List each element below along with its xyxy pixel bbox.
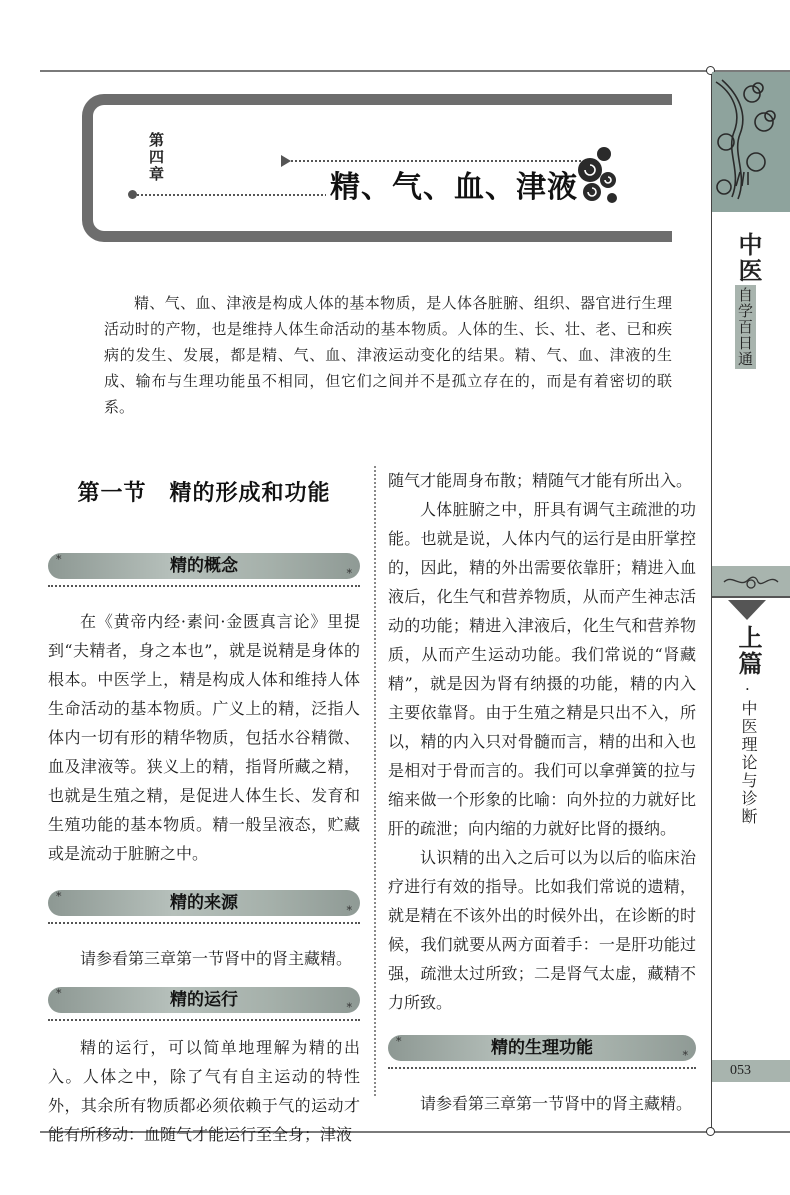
cloud-swirl-icon <box>572 140 620 210</box>
subsection-header <box>48 987 360 1021</box>
paragraph: 认识精的出入之后可以为以后的临床治疗进行有效的指导。比如我们常说的遗精，就是精在不该外出的时候外出，在诊断的时候，我们就要从两方面着手：一是肝功能过强，疏泄太过所致；二是肾气太虚，藏精不力所致。 <box>388 848 696 1012</box>
side-rule <box>711 70 712 1132</box>
top-rule <box>40 70 790 72</box>
subsection-heading: 精的运行 <box>170 990 238 1010</box>
paragraph: 人体脏腑之中，肝具有调气主疏泄的功能。也就是说，人体内气的运行是由肝掌控的，因此，精的外出需要依靠肝；精进入血液后，化生气和营养物质，从而产生神志活动的功能；精进入津液后，化生气和营养物质，从而产生运动功能。我们常说的“肾藏精”，就是因为肾有纳摄的功能，精的内入主要依靠肾。由于生殖之精是只出不入，所以，精的内入只对骨髓而言，精的出和入也是相对于骨而言的。我们可以拿弹簧的拉与缩来做一个形象的比喻：向外拉的力就好比肝的疏泄；向内缩的力就好比肾的摄纳。 <box>388 500 696 838</box>
star-icon: * <box>56 987 62 1000</box>
dragon-cloud-ornament <box>712 72 790 212</box>
star-icon: * <box>682 1049 688 1062</box>
star-icon: * <box>346 567 352 580</box>
left-column <box>48 470 360 1149</box>
paragraph: 精的运行，可以简单地理解为精的出入。人体之中，除了气有自主运动的特性外，其余所有物质都必须依赖于气的运动才能有所移动：血随气才能运行至全身；津液 <box>48 1038 360 1144</box>
subsection-heading: 精的生理功能 <box>491 1038 593 1058</box>
chapter-intro: 精、气、血、津液是构成人体的基本物质，是人体各脏腑、组织、器官进行生理活动时的产物，也是维持人体生命活动的基本物质。人体的生、长、壮、老、已和疾病的发生、发展，都是精、气、血、津液运动变化的结果。精、气、血、津液的生成、输布与生理功能虽不相同，但它们之间并不是孤立存在的，而是有着密切的联系。 <box>104 294 672 416</box>
section-title: 第一节 精的形成和功能 <box>77 480 331 506</box>
star-icon: * <box>56 553 62 566</box>
arrow-icon <box>281 155 291 167</box>
cloud-ornament <box>572 140 620 210</box>
part-separator: · <box>745 680 750 698</box>
right-column <box>388 466 696 1118</box>
star-icon: * <box>346 1001 352 1014</box>
paragraph: 请参看第三章第一节肾中的肾主藏精。 <box>420 1094 693 1113</box>
subsection-heading: 精的来源 <box>170 893 238 913</box>
chapter-number: 第四章 <box>147 132 165 183</box>
series-brand: 中医 <box>734 232 763 284</box>
paragraph: 请参看第三章第一节肾中的肾主藏精。 <box>80 949 353 968</box>
down-triangle-icon <box>728 600 766 620</box>
subsection-header <box>48 890 360 924</box>
star-icon: * <box>56 890 62 903</box>
scroll-ornament <box>712 566 790 598</box>
part-subtitle: 中医理论与诊断 <box>739 700 758 826</box>
star-icon: * <box>396 1035 402 1048</box>
subsection-header <box>48 553 360 587</box>
paragraph: 在《黄帝内经·素问·金匮真言论》里提到“夫精者，身之本也”，就是说精是身体的根本。中医学上，精是构成人体和维持人体生命活动的基本物质。广义上的精，泛指人体内一切有形的精华物质，包括水谷精微、血及津液等。狭义上的精，指肾所藏之精，也就是生殖之精，是促进人体生长、发育和生殖功能的基本物质。精一般呈液态，贮藏或是流动于脏腑之中。 <box>48 612 360 863</box>
subsection-header <box>388 1035 696 1069</box>
star-icon: * <box>346 904 352 917</box>
column-divider <box>374 466 376 1096</box>
part-title: 上篇 <box>734 625 763 677</box>
dragon-icon <box>712 72 790 212</box>
paragraph: 随气才能周身布散；精随气才能有所出入。 <box>388 471 693 490</box>
subsection-heading: 精的概念 <box>170 556 238 576</box>
bottom-knot-icon <box>706 1127 715 1136</box>
page-number: 053 <box>712 1060 790 1082</box>
chapter-title: 精、气、血、津液 <box>326 162 582 206</box>
scroll-flourish-icon <box>712 566 790 596</box>
series-subtitle: 自学百日通 <box>736 287 754 367</box>
